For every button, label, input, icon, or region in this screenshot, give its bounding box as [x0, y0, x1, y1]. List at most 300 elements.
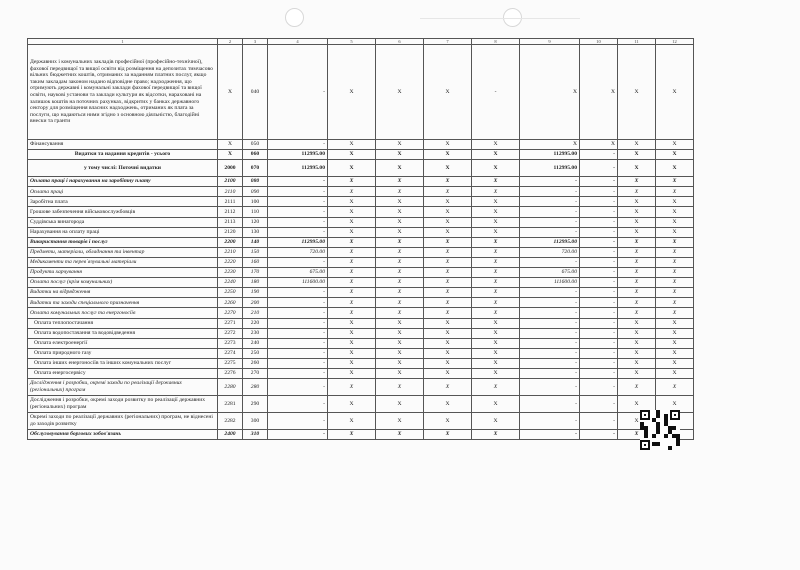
- row-value-cell: 2113: [218, 217, 243, 227]
- table-row: [28, 45, 694, 140]
- row-value-cell: X: [328, 237, 376, 247]
- row-value-cell: X: [618, 278, 656, 288]
- row-value-cell: X: [656, 278, 694, 288]
- column-number-cell: 10: [580, 39, 618, 45]
- row-value-cell: X: [328, 150, 376, 160]
- row-value-cell: X: [618, 288, 656, 298]
- row-value-cell: X: [376, 328, 424, 338]
- column-number-cell: 5: [328, 39, 376, 45]
- row-name-cell: у тому числі: Поточні видатки: [28, 160, 218, 177]
- row-value-cell: X: [656, 358, 694, 368]
- row-value-cell: X: [618, 308, 656, 318]
- row-value-cell: -: [580, 298, 618, 308]
- row-value-cell: X: [472, 140, 520, 150]
- row-value-cell: 070: [243, 160, 268, 177]
- table-row: [28, 396, 694, 413]
- row-value-cell: X: [472, 358, 520, 368]
- row-value-cell: X: [618, 207, 656, 217]
- row-value-cell: -: [520, 413, 580, 430]
- column-number-cell: 4: [268, 39, 328, 45]
- table-row: [28, 197, 694, 207]
- row-name-cell: Видатки та надання кредитів - усього: [28, 150, 218, 160]
- row-value-cell: 050: [243, 140, 268, 150]
- row-value-cell: X: [424, 257, 472, 267]
- row-value-cell: X: [376, 257, 424, 267]
- row-value-cell: -: [580, 368, 618, 378]
- row-value-cell: 675.00: [520, 268, 580, 278]
- row-value-cell: 112995.00: [268, 150, 328, 160]
- row-value-cell: X: [472, 150, 520, 160]
- row-value-cell: -: [580, 358, 618, 368]
- row-value-cell: X: [376, 358, 424, 368]
- column-number-cell: 11: [618, 39, 656, 45]
- row-value-cell: X: [328, 45, 376, 140]
- row-value-cell: X: [328, 288, 376, 298]
- qr-module: [656, 414, 660, 418]
- row-value-cell: 160: [243, 257, 268, 267]
- row-value-cell: X: [618, 338, 656, 348]
- row-value-cell: -: [520, 257, 580, 267]
- row-value-cell: X: [376, 318, 424, 328]
- row-value-cell: -: [520, 288, 580, 298]
- qr-module: [668, 446, 672, 450]
- row-value-cell: X: [424, 413, 472, 430]
- row-name-cell: Використання товарів і послуг: [28, 237, 218, 247]
- row-value-cell: X: [472, 257, 520, 267]
- row-value-cell: 112995.00: [520, 160, 580, 177]
- row-value-cell: X: [472, 379, 520, 396]
- row-value-cell: X: [328, 368, 376, 378]
- row-value-cell: X: [424, 197, 472, 207]
- row-value-cell: X: [376, 288, 424, 298]
- row-value-cell: X: [618, 187, 656, 197]
- row-value-cell: X: [618, 227, 656, 237]
- row-value-cell: 2230: [218, 268, 243, 278]
- table-row: [28, 318, 694, 328]
- row-value-cell: 2120: [218, 227, 243, 237]
- row-value-cell: X: [376, 207, 424, 217]
- row-value-cell: X: [328, 160, 376, 177]
- row-value-cell: -: [268, 288, 328, 298]
- row-value-cell: X: [424, 140, 472, 150]
- row-value-cell: -: [520, 430, 580, 440]
- row-value-cell: X: [656, 237, 694, 247]
- table-row: [28, 413, 694, 430]
- row-value-cell: X: [618, 298, 656, 308]
- row-value-cell: -: [472, 45, 520, 140]
- row-value-cell: 220: [243, 318, 268, 328]
- row-value-cell: -: [268, 45, 328, 140]
- row-value-cell: X: [424, 207, 472, 217]
- row-value-cell: -: [580, 379, 618, 396]
- row-value-cell: 112995.00: [520, 237, 580, 247]
- table-row: [28, 278, 694, 288]
- row-value-cell: X: [424, 45, 472, 140]
- row-value-cell: -: [268, 257, 328, 267]
- row-value-cell: -: [520, 308, 580, 318]
- row-value-cell: -: [520, 318, 580, 328]
- row-value-cell: 2400: [218, 430, 243, 440]
- row-value-cell: X: [472, 247, 520, 257]
- column-number-cell: 1: [28, 39, 218, 45]
- row-value-cell: -: [580, 430, 618, 440]
- row-value-cell: X: [424, 217, 472, 227]
- row-name-cell: Окремі заходи по реалізації державних (регіональних) програм, не віднесені до заходів розвитку: [28, 413, 218, 430]
- row-value-cell: 040: [243, 45, 268, 140]
- row-value-cell: 112995.00: [268, 160, 328, 177]
- table-row: [28, 288, 694, 298]
- row-value-cell: X: [472, 278, 520, 288]
- row-value-cell: X: [328, 379, 376, 396]
- row-value-cell: -: [580, 237, 618, 247]
- row-value-cell: -: [580, 207, 618, 217]
- row-name-cell: Оплата комунальних послуг та енергоносіїв: [28, 308, 218, 318]
- row-value-cell: X: [424, 227, 472, 237]
- row-value-cell: X: [472, 288, 520, 298]
- row-value-cell: X: [424, 177, 472, 187]
- row-value-cell: 2000: [218, 160, 243, 177]
- row-value-cell: X: [376, 160, 424, 177]
- row-value-cell: X: [328, 413, 376, 430]
- table-row: [28, 177, 694, 187]
- row-value-cell: -: [580, 308, 618, 318]
- row-value-cell: 2276: [218, 368, 243, 378]
- row-value-cell: X: [218, 140, 243, 150]
- row-value-cell: 150: [243, 247, 268, 257]
- row-value-cell: X: [618, 430, 656, 440]
- row-value-cell: X: [472, 328, 520, 338]
- table-body: [28, 39, 694, 440]
- row-value-cell: X: [328, 207, 376, 217]
- row-value-cell: X: [618, 328, 656, 338]
- row-value-cell: -: [520, 177, 580, 187]
- row-value-cell: -: [268, 396, 328, 413]
- row-value-cell: 720.00: [268, 247, 328, 257]
- column-number-cell: 9: [520, 39, 580, 45]
- column-number-cell: 7: [424, 39, 472, 45]
- row-value-cell: -: [268, 318, 328, 328]
- row-value-cell: X: [472, 308, 520, 318]
- table-row: [28, 207, 694, 217]
- column-number-cell: 3: [243, 39, 268, 45]
- row-name-cell: Грошове забезпечення військовослужбовців: [28, 207, 218, 217]
- row-value-cell: X: [580, 45, 618, 140]
- row-value-cell: X: [656, 368, 694, 378]
- qr-module: [676, 442, 680, 446]
- row-value-cell: X: [656, 348, 694, 358]
- row-value-cell: -: [580, 318, 618, 328]
- row-value-cell: X: [376, 177, 424, 187]
- row-value-cell: X: [376, 217, 424, 227]
- row-value-cell: -: [268, 227, 328, 237]
- row-value-cell: X: [424, 430, 472, 440]
- row-value-cell: X: [618, 413, 656, 430]
- row-value-cell: -: [520, 187, 580, 197]
- row-value-cell: -: [520, 217, 580, 227]
- row-value-cell: 2220: [218, 257, 243, 267]
- row-value-cell: X: [618, 197, 656, 207]
- row-value-cell: X: [424, 358, 472, 368]
- row-value-cell: X: [618, 318, 656, 328]
- row-name-cell: Заробітна плата: [28, 197, 218, 207]
- row-value-cell: X: [472, 396, 520, 413]
- row-value-cell: -: [580, 268, 618, 278]
- row-value-cell: 230: [243, 328, 268, 338]
- row-value-cell: 2240: [218, 278, 243, 288]
- table-row: [28, 379, 694, 396]
- row-value-cell: -: [580, 187, 618, 197]
- row-value-cell: -: [580, 278, 618, 288]
- row-value-cell: -: [520, 338, 580, 348]
- row-value-cell: -: [520, 396, 580, 413]
- row-value-cell: X: [472, 187, 520, 197]
- row-value-cell: X: [618, 396, 656, 413]
- row-value-cell: X: [472, 227, 520, 237]
- row-name-cell: Нарахування на оплату праці: [28, 227, 218, 237]
- row-name-cell: Державних і комунальних закладів професійної (професійно-технічної), фахової передвищої та вищої освіти від розміщення на депозитах тимчасово вільних бюджетних коштів, отриманих за наданням платних послуг, якщо таким закладам законом надано відповідне право; надходження, що отримують державні і комунальні заклади фахової передвищої та вищої освіти, наукові установи та заклади культури як відсотки, нараховані на залишок коштів на поточних рахунках, відкритих у банках державного сектору для розміщення власних надходжень, отриманих як плата за послуги, що надаються ними згідно з основною діяльністю, благодійні внески та гранти: [28, 45, 218, 140]
- row-value-cell: X: [618, 160, 656, 177]
- row-value-cell: X: [328, 338, 376, 348]
- row-value-cell: -: [580, 396, 618, 413]
- row-value-cell: X: [328, 257, 376, 267]
- row-value-cell: X: [328, 217, 376, 227]
- row-value-cell: X: [424, 268, 472, 278]
- row-value-cell: X: [328, 358, 376, 368]
- row-value-cell: X: [376, 379, 424, 396]
- row-value-cell: X: [424, 247, 472, 257]
- row-value-cell: 290: [243, 396, 268, 413]
- row-value-cell: X: [656, 338, 694, 348]
- budget-report-table: [27, 38, 694, 440]
- row-value-cell: X: [424, 187, 472, 197]
- row-name-cell: Дослідження і розробки, окремі заходи по реалізації державних (регіональних) програм: [28, 379, 218, 396]
- row-value-cell: X: [424, 396, 472, 413]
- table-row: [28, 328, 694, 338]
- row-value-cell: -: [580, 150, 618, 160]
- row-value-cell: X: [580, 140, 618, 150]
- column-number-cell: 6: [376, 39, 424, 45]
- table-row: [28, 160, 694, 177]
- row-value-cell: X: [472, 268, 520, 278]
- row-name-cell: Оплата інших енергоносіїв та інших комунальних послуг: [28, 358, 218, 368]
- row-value-cell: X: [328, 278, 376, 288]
- row-value-cell: X: [618, 247, 656, 257]
- row-value-cell: X: [472, 217, 520, 227]
- row-value-cell: X: [656, 298, 694, 308]
- row-value-cell: X: [656, 227, 694, 237]
- table-row: [28, 358, 694, 368]
- row-name-cell: Суддівська винагорода: [28, 217, 218, 227]
- row-name-cell: Медикаменти та перев`язувальні матеріали: [28, 257, 218, 267]
- row-value-cell: 140: [243, 237, 268, 247]
- row-value-cell: 112995.00: [268, 237, 328, 247]
- row-value-cell: 180: [243, 278, 268, 288]
- row-value-cell: X: [218, 45, 243, 140]
- row-value-cell: X: [472, 368, 520, 378]
- row-value-cell: X: [618, 368, 656, 378]
- table-row: [28, 257, 694, 267]
- row-value-cell: X: [328, 247, 376, 257]
- row-value-cell: X: [618, 45, 656, 140]
- row-value-cell: X: [328, 430, 376, 440]
- row-value-cell: 100: [243, 197, 268, 207]
- row-value-cell: -: [520, 348, 580, 358]
- table-row: [28, 368, 694, 378]
- column-number-cell: 12: [656, 39, 694, 45]
- row-value-cell: X: [472, 430, 520, 440]
- row-value-cell: X: [520, 45, 580, 140]
- qr-finder: [670, 410, 680, 420]
- row-value-cell: 2281: [218, 396, 243, 413]
- row-name-cell: Оплата енергосервісу: [28, 368, 218, 378]
- row-value-cell: X: [424, 368, 472, 378]
- row-name-cell: Оплата електроенергії: [28, 338, 218, 348]
- row-value-cell: -: [580, 257, 618, 267]
- row-value-cell: X: [376, 298, 424, 308]
- row-name-cell: Предмети, матеріали, обладнання та інвентар: [28, 247, 218, 257]
- row-name-cell: Видатки на відрядження: [28, 288, 218, 298]
- row-name-cell: Оплата теплопостачання: [28, 318, 218, 328]
- row-value-cell: 2260: [218, 298, 243, 308]
- row-value-cell: 111600.00: [520, 278, 580, 288]
- row-value-cell: X: [656, 160, 694, 177]
- row-value-cell: X: [424, 338, 472, 348]
- qr-module: [652, 434, 656, 438]
- qr-module: [656, 430, 660, 434]
- row-value-cell: 250: [243, 348, 268, 358]
- row-name-cell: Оплата праці: [28, 187, 218, 197]
- row-value-cell: X: [328, 177, 376, 187]
- row-value-cell: X: [376, 187, 424, 197]
- column-number-cell: 8: [472, 39, 520, 45]
- row-value-cell: X: [376, 247, 424, 257]
- row-value-cell: 2100: [218, 177, 243, 187]
- row-value-cell: X: [656, 140, 694, 150]
- row-value-cell: -: [580, 348, 618, 358]
- row-value-cell: -: [580, 197, 618, 207]
- qr-module: [664, 434, 668, 438]
- row-value-cell: -: [268, 430, 328, 440]
- row-value-cell: -: [268, 187, 328, 197]
- row-value-cell: 090: [243, 187, 268, 197]
- row-value-cell: X: [618, 257, 656, 267]
- row-value-cell: -: [520, 227, 580, 237]
- row-value-cell: -: [268, 207, 328, 217]
- row-value-cell: -: [520, 207, 580, 217]
- row-value-cell: X: [328, 298, 376, 308]
- row-value-cell: X: [472, 298, 520, 308]
- row-value-cell: 210: [243, 308, 268, 318]
- row-value-cell: 2274: [218, 348, 243, 358]
- row-value-cell: X: [424, 278, 472, 288]
- row-value-cell: X: [424, 237, 472, 247]
- row-value-cell: -: [580, 413, 618, 430]
- table-row: [28, 140, 694, 150]
- row-value-cell: X: [656, 308, 694, 318]
- row-value-cell: 190: [243, 288, 268, 298]
- row-value-cell: X: [328, 227, 376, 237]
- row-value-cell: X: [424, 150, 472, 160]
- row-value-cell: X: [328, 140, 376, 150]
- row-value-cell: -: [268, 338, 328, 348]
- row-value-cell: X: [376, 150, 424, 160]
- row-value-cell: X: [618, 150, 656, 160]
- row-value-cell: X: [618, 379, 656, 396]
- table-row: [28, 308, 694, 318]
- row-name-cell: Дослідження і розробки, окремі заходи розвитку по реалізації державних (регіональних) програм: [28, 396, 218, 413]
- table-row: [28, 430, 694, 440]
- row-value-cell: -: [580, 338, 618, 348]
- row-value-cell: -: [580, 177, 618, 187]
- row-value-cell: 200: [243, 298, 268, 308]
- row-value-cell: 240: [243, 338, 268, 348]
- row-value-cell: X: [376, 278, 424, 288]
- row-value-cell: -: [580, 247, 618, 257]
- row-value-cell: X: [376, 430, 424, 440]
- row-value-cell: 080: [243, 177, 268, 187]
- row-value-cell: X: [424, 160, 472, 177]
- row-value-cell: X: [328, 268, 376, 278]
- row-value-cell: X: [656, 177, 694, 187]
- row-value-cell: X: [472, 197, 520, 207]
- row-value-cell: X: [376, 45, 424, 140]
- row-value-cell: X: [376, 308, 424, 318]
- row-value-cell: -: [520, 379, 580, 396]
- row-name-cell: Оплата послуг (крім комунальних): [28, 278, 218, 288]
- row-name-cell: Оплата природного газу: [28, 348, 218, 358]
- row-value-cell: X: [472, 348, 520, 358]
- row-value-cell: X: [376, 227, 424, 237]
- table-row: [28, 217, 694, 227]
- row-value-cell: X: [424, 328, 472, 338]
- row-value-cell: X: [656, 268, 694, 278]
- row-value-cell: X: [472, 237, 520, 247]
- row-value-cell: -: [520, 368, 580, 378]
- row-value-cell: 720.00: [520, 247, 580, 257]
- row-value-cell: -: [268, 348, 328, 358]
- row-value-cell: 112995.00: [520, 150, 580, 160]
- table-row: [28, 268, 694, 278]
- row-value-cell: X: [376, 368, 424, 378]
- row-value-cell: X: [424, 348, 472, 358]
- row-value-cell: X: [656, 247, 694, 257]
- row-value-cell: 120: [243, 217, 268, 227]
- row-value-cell: X: [328, 328, 376, 338]
- row-value-cell: 170: [243, 268, 268, 278]
- row-value-cell: -: [268, 413, 328, 430]
- row-value-cell: X: [656, 207, 694, 217]
- row-value-cell: X: [472, 207, 520, 217]
- row-value-cell: X: [328, 396, 376, 413]
- row-name-cell: Обслуговування боргових зобов'язань: [28, 430, 218, 440]
- row-value-cell: X: [424, 298, 472, 308]
- row-value-cell: X: [618, 268, 656, 278]
- punch-hole-left: [285, 8, 304, 27]
- table-row: [28, 227, 694, 237]
- row-value-cell: -: [520, 358, 580, 368]
- row-value-cell: 310: [243, 430, 268, 440]
- row-name-cell: Оплата водопостачання та водовідведення: [28, 328, 218, 338]
- row-value-cell: -: [580, 160, 618, 177]
- row-value-cell: 2110: [218, 187, 243, 197]
- row-value-cell: 2111: [218, 197, 243, 207]
- row-value-cell: X: [656, 257, 694, 267]
- row-value-cell: X: [472, 338, 520, 348]
- row-value-cell: 2271: [218, 318, 243, 328]
- row-value-cell: X: [328, 318, 376, 328]
- row-value-cell: X: [424, 288, 472, 298]
- row-value-cell: 675.00: [268, 268, 328, 278]
